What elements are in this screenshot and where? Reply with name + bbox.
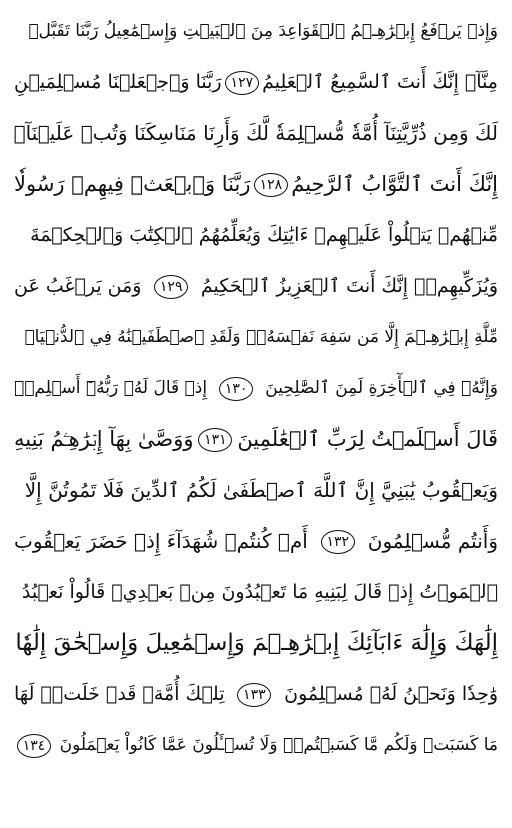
ayah-number-marker: ١٢٧: [225, 71, 259, 95]
verse-text: مِّنۡهُمۡ يَتۡلُواْ عَلَيۡهِمۡ ءَايَٰتِكَ وَيُعَلِّمُهُمُ ٱلۡكِتَٰبَ وَٱلۡحِكۡمَةَ: [30, 224, 498, 246]
text-line: [14, 720, 498, 771]
verse-text: وَٰحِدٗا وَنَحۡنُ لَهُۥ مُسۡلِمُونَ: [284, 683, 498, 705]
ayah-number-marker: ١٢٩: [154, 275, 188, 299]
ayah-number-marker: ١٣٤: [17, 734, 51, 758]
verse-text: إِلَٰهَكَ وَإِلَٰهَ ءَابَآئِكَ إِبۡرَٰهِـۧمَ وَإِسۡمَٰعِيلَ وَإِسۡحَٰقَ إِلَٰهٗا: [15, 630, 498, 656]
text-line: [14, 516, 498, 567]
verse-text: مِنَّآۖ إِنَّكَ أَنتَ ٱلسَّمِيعُ ٱلۡعَلِيمُ: [262, 71, 498, 93]
verse-text: وَإِنَّهُۥ فِي ٱلۡأٓخِرَةِ لَمِنَ ٱلصَّٰلِحِينَ: [265, 378, 498, 398]
text-line: [14, 618, 498, 669]
verse-text: إِنَّكَ أَنتَ ٱلتَّوَّابُ ٱلرَّحِيمُ: [291, 172, 498, 196]
verse-text: وَيَعۡقُوبُ يَٰبَنِيَّ إِنَّ ٱللَّهَ ٱصۡطَفَىٰ لَكُمُ ٱلدِّينَ فَلَا تَمُوتُنَّ إِلَّا: [24, 478, 498, 502]
ayah-number-marker: ١٣٣: [237, 683, 271, 707]
text-line: [14, 567, 498, 618]
text-line: [14, 6, 498, 57]
verse-text: وَأَنتُم مُّسۡلِمُونَ: [367, 529, 498, 553]
verse-text: وَإِذۡ يَرۡفَعُ إِبۡرَٰهِـۧمُ ٱلۡقَوَاعِدَ مِنَ ٱلۡبَيۡتِ وَإِسۡمَٰعِيلُ رَبَّنَا تَقَبَّلۡ: [28, 21, 498, 41]
ayah-number-marker: ١٣٠: [219, 377, 253, 401]
verse-text: أَمۡ كُنتُمۡ شُهَدَآءَ إِذۡ حَضَرَ يَعۡقُوبَ: [14, 529, 308, 553]
verse-text: وَمَن يَرۡغَبُ عَن: [14, 275, 142, 297]
verse-text: تِلۡكَ أُمَّةٞ قَدۡ خَلَتۡۖ لَهَا: [14, 683, 225, 705]
ayah-number-marker: ١٣١: [198, 428, 232, 452]
ayah-number-marker: ١٢٨: [254, 173, 288, 197]
text-line: [14, 363, 498, 414]
verse-text: لَكَ وَمِن ذُرِّيَّتِنَآ أُمَّةٗ مُّسۡلِمَةٗ لَّكَ وَأَرِنَا مَنَاسِكَنَا وَتُبۡ عَلَيۡنَآۖ: [14, 121, 498, 145]
ayah-number-marker: ١٣٢: [321, 530, 355, 554]
verse-text: رَبَّنَا وَٱبۡعَثۡ فِيهِمۡ رَسُولٗا: [14, 172, 251, 196]
verse-text: مَا كَسَبَتۡ وَلَكُم مَّا كَسَبۡتُمۡۖ وَلَا تُسۡـَٔلُونَ عَمَّا كَانُواْ يَعۡمَلُونَ: [59, 735, 498, 755]
verse-text: قَالَ أَسۡلَمۡتُ لِرَبِّ ٱلۡعَٰلَمِينَ: [237, 427, 498, 451]
verse-text: رَبَّنَا وَٱجۡعَلۡنَا مُسۡلِمَيۡنِ: [14, 71, 222, 93]
text-line: [14, 261, 498, 312]
text-line: [14, 210, 498, 261]
text-line: [14, 312, 498, 363]
verse-text: مِّلَّةِ إِبۡرَٰهِـۧمَ إِلَّا مَن سَفِهَ نَفۡسَهُۥۚ وَلَقَدِ ٱصۡطَفَيۡنَٰهُ فِي ٱلدُّنۡيَاۖ: [24, 327, 498, 347]
verse-text: وَيُزَكِّيهِمۡۖ إِنَّكَ أَنتَ ٱلۡعَزِيزُ ٱلۡحَكِيمُ: [200, 275, 498, 297]
text-line: [14, 57, 498, 108]
verse-text: إِذۡ قَالَ لَهُۥ رَبُّهُۥٓ أَسۡلِمۡۖ: [14, 378, 208, 398]
verse-text: ٱلۡمَوۡتُ إِذۡ قَالَ لِبَنِيهِ مَا تَعۡبُدُونَ مِنۢ بَعۡدِيۖ قَالُواْ نَعۡبُدُ: [21, 581, 498, 603]
verse-text: وَوَصَّىٰ بِهَآ إِبۡرَٰهِـۧمُ بَنِيهِ: [14, 427, 194, 451]
text-line: [14, 108, 498, 159]
text-line: [14, 414, 498, 465]
text-line: [14, 159, 498, 210]
text-line: [14, 465, 498, 516]
text-line: [14, 669, 498, 720]
